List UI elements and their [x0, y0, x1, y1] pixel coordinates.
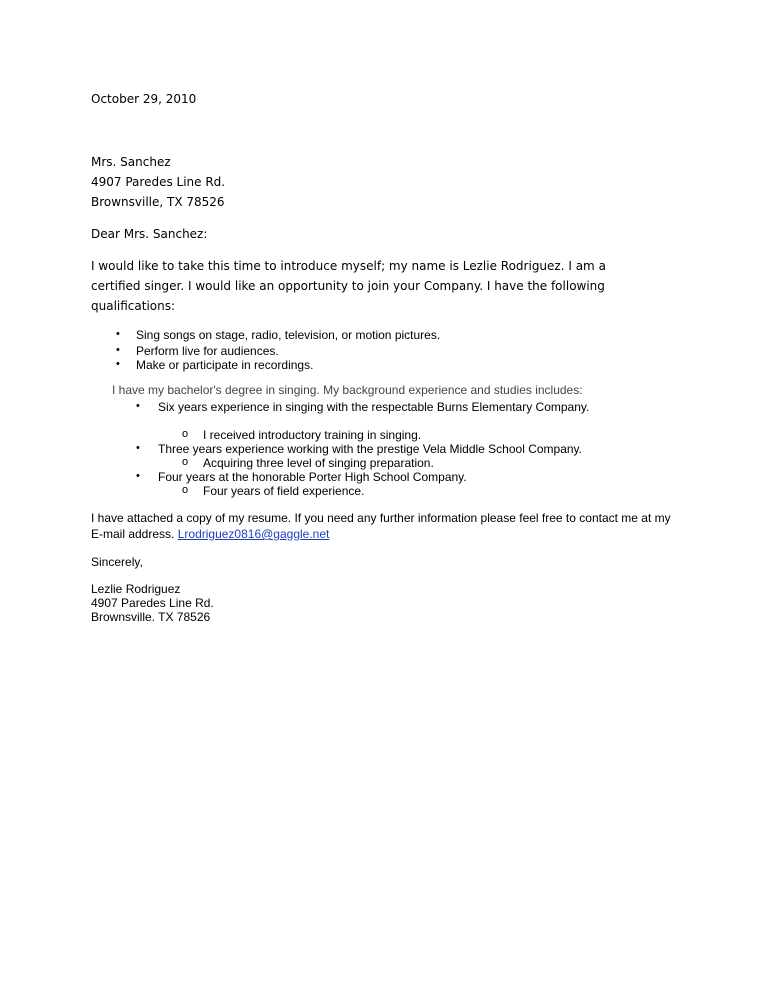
bullet-icon: • [136, 400, 140, 412]
experience-sub-item: Acquiring three level of singing preparation. [203, 456, 434, 470]
recipient-city: Brownsville, TX 78526 [91, 195, 225, 209]
bullet-icon: • [136, 442, 140, 454]
bullet-icon: • [136, 470, 140, 482]
qualification-item: Perform live for audiences. [136, 344, 279, 358]
salutation: Dear Mrs. Sanchez: [91, 227, 208, 241]
bullet-icon: • [116, 344, 120, 356]
bullet-icon: • [116, 358, 120, 370]
sender-name: Lezlie Rodriguez [91, 582, 181, 596]
bullet-icon: • [116, 328, 120, 340]
sub-bullet-icon: o [182, 456, 189, 468]
qualification-item: Sing songs on stage, radio, television, or motion pictures. [136, 328, 441, 342]
qualification-item: Make or participate in recordings. [136, 358, 314, 372]
degree-line: I have my bachelor's degree in singing. My background experience and studies includes: [112, 383, 583, 397]
intro-line-3: qualifications: [91, 299, 176, 313]
closing-line-2 [91, 527, 329, 541]
sender-city: Brownsville. TX 78526 [91, 610, 211, 624]
sender-street: 4907 Paredes Line Rd. [91, 596, 214, 610]
sub-bullet-icon: o [182, 428, 189, 440]
closing-line-2-prefix: E-mail address. [91, 527, 175, 541]
experience-item: Three years experience working with the prestige Vela Middle School Company. [158, 442, 582, 456]
recipient-name: Mrs. Sanchez [91, 155, 171, 169]
experience-sub-item: I received introductory training in singing. [203, 428, 422, 442]
intro-line-1: I would like to take this time to introduce myself; my name is Lezlie Rodriguez. I am a [91, 259, 606, 273]
experience-item: Four years at the honorable Porter High School Company. [158, 470, 467, 484]
recipient-street: 4907 Paredes Line Rd. [91, 175, 226, 189]
experience-sub-item: Four years of field experience. [203, 484, 365, 498]
experience-item: Six years experience in singing with the respectable Burns Elementary Company. [158, 400, 590, 414]
closing-line-1: I have attached a copy of my resume. If you need any further information please feel free to contact me at my [91, 511, 671, 525]
letter-date: October 29, 2010 [91, 92, 197, 106]
email-link[interactable]: Lrodriguez0816@gaggle.net [177, 527, 330, 541]
sign-off: Sincerely, [91, 555, 143, 569]
sub-bullet-icon: o [182, 484, 189, 496]
intro-line-2: certified singer. I would like an opportunity to join your Company. I have the following [91, 279, 605, 293]
